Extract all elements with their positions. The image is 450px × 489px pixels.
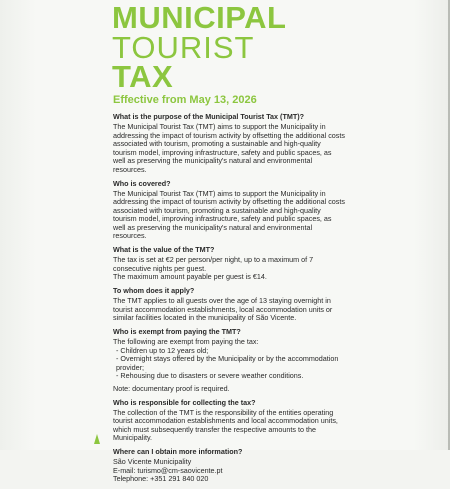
contact-email[interactable]: E-mail: turismo@cm-saovicente.pt	[113, 465, 223, 475]
contact-telephone: Telephone: +351 291 840 020	[113, 474, 209, 483]
faq-content	[113, 113, 345, 489]
faq-purpose	[113, 113, 345, 174]
title-line-municipal: MUNICIPAL	[112, 0, 287, 35]
exempt-list-item: - Children up to 12 years old;	[116, 345, 209, 355]
faq-question: Who is covered?	[113, 178, 171, 188]
faq-answer: The collection of the TMT is the responsibility of the entities operating tourist accommodation establishments and local accommodation units, which must subsequently transfer the respective amounts to the Municipality.	[113, 407, 338, 442]
faq-answer: The following are exempt from paying the tax:	[113, 337, 259, 346]
faq-answer-max: The maximum amount payable per guest is €14.	[113, 272, 267, 281]
tree-icon	[94, 434, 100, 444]
faq-answer: The TMT applies to all guests over the age of 13 staying overnight in tourist accommodation establishments, local accommodation units or similar facilities located in the municipality of São Vicente.	[113, 296, 333, 322]
faq-question: Who is exempt from paying the TMT?	[113, 327, 241, 336]
faq-answer: The tax is set at €2 per person/per night, up to a maximum of 7 consecutive nights per guest.	[113, 255, 314, 273]
exempt-note: Note: documentary proof is required.	[113, 383, 230, 393]
faq-applies	[113, 287, 345, 323]
exempt-list-item: - Overnight stays offered by the Municipality or by the accommodation provider;	[116, 354, 339, 372]
faq-info	[113, 448, 345, 484]
faq-exempt	[113, 328, 345, 393]
faq-question: Who is responsible for collecting the tax?	[113, 397, 256, 407]
faq-value	[113, 246, 345, 282]
faq-question: What is the purpose of the Municipal Tourist Tax (TMT)?	[113, 112, 304, 121]
contact-organization: São Vicente Municipality	[113, 457, 192, 466]
faq-question: To whom does it apply?	[113, 286, 195, 295]
document-title	[112, 0, 287, 94]
faq-question: What is the value of the TMT?	[113, 245, 215, 254]
faq-responsible	[113, 399, 345, 443]
title-line-tourist: TOURIST	[112, 30, 255, 65]
faq-answer: The Municipal Tourist Tax (TMT) aims to support the Municipality in addressing the impact of tourism activity by offsetting the additional costs associated with tourism, promoting a sustainable and high-quality tourism model, improving infrastructure, safety and public spaces, as well as preserving the municipality's natural and environmental resources.	[113, 122, 345, 174]
title-line-tax: TAX	[112, 59, 174, 94]
faq-covered	[113, 180, 345, 241]
exempt-list-item: - Rehousing due to disasters or severe weather conditions.	[116, 371, 304, 380]
faq-answer: The Municipal Tourist Tax (TMT) aims to support the Municipality in addressing the impact of tourism activity by offsetting the additional costs associated with tourism, promoting a sustainable and high-quality tourism model, improving infrastructure, safety and public spaces, as well as preserving the municipality's natural and environmental resources.	[113, 188, 345, 240]
effective-date: Effective from May 13, 2026	[113, 94, 257, 106]
faq-question: Where can I obtain more information?	[113, 447, 243, 456]
